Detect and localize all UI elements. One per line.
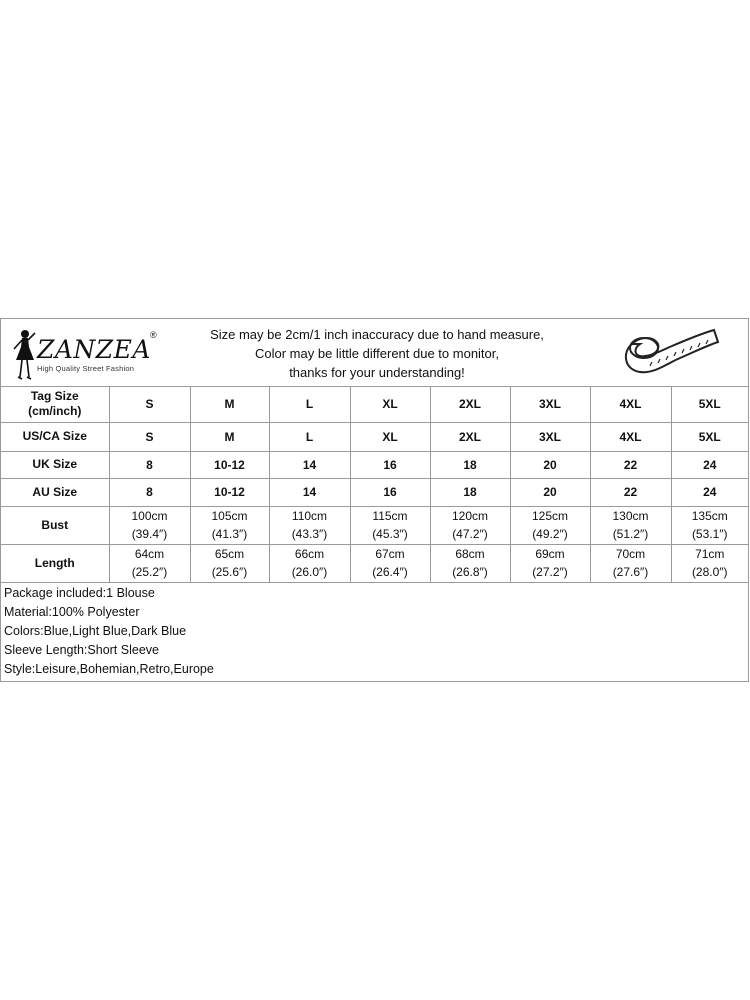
brand-name: ZANZEA (37, 335, 151, 364)
table-cell: 130cm (51.2″) (590, 506, 671, 544)
row-label-au-size: AU Size (1, 478, 109, 506)
table-row-tag-size (1, 387, 748, 422)
table-cell: 125cm (49.2″) (510, 506, 590, 544)
table-cell: 69cm (27.2″) (510, 544, 590, 582)
table-cell: 105cm (41.3″) (190, 506, 269, 544)
notice-line-1: Size may be 2cm/1 inch inaccuracy due to hand measure, (210, 327, 544, 342)
brand-logo (11, 327, 161, 383)
measurement-notice (191, 325, 563, 382)
table-cell: 5XL (671, 422, 748, 451)
table-cell: 64cm (25.2″) (109, 544, 190, 582)
table-cell: 5XL (671, 387, 748, 422)
row-label-length: Length (1, 544, 109, 582)
table-row-au-size (1, 478, 748, 506)
table-cell: 3XL (510, 387, 590, 422)
info-package: Package included:1 Blouse (4, 586, 155, 600)
table-cell: 22 (590, 478, 671, 506)
table-cell: 3XL (510, 422, 590, 451)
table-cell: 135cm (53.1″) (671, 506, 748, 544)
table-cell: 115cm (45.3″) (350, 506, 430, 544)
table-cell: M (190, 422, 269, 451)
table-cell: 16 (350, 478, 430, 506)
table-cell: 14 (269, 478, 350, 506)
table-cell: 10-12 (190, 478, 269, 506)
table-cell: 18 (430, 478, 510, 506)
table-cell: 68cm (26.8″) (430, 544, 510, 582)
notice-line-3: thanks for your understanding! (289, 365, 465, 380)
table-cell: 10-12 (190, 451, 269, 478)
info-style: Style:Leisure,Bohemian,Retro,Europe (4, 662, 214, 676)
brand-tagline: High Quality Street Fashion (37, 364, 135, 373)
table-cell: 8 (109, 451, 190, 478)
row-label-tag-size: Tag Size (cm/inch) (1, 387, 109, 422)
table-cell: 18 (430, 451, 510, 478)
size-table (1, 387, 748, 583)
table-cell: 2XL (430, 387, 510, 422)
table-cell: 66cm (26.0″) (269, 544, 350, 582)
table-cell: S (109, 422, 190, 451)
table-cell: XL (350, 387, 430, 422)
table-row-bust (1, 506, 748, 544)
table-cell: 24 (671, 451, 748, 478)
measuring-tape-icon (614, 322, 724, 384)
table-cell: 4XL (590, 422, 671, 451)
size-chart (0, 318, 749, 682)
table-row-us-ca-size (1, 422, 748, 451)
table-cell: 14 (269, 451, 350, 478)
table-cell: M (190, 387, 269, 422)
table-cell: 2XL (430, 422, 510, 451)
table-cell: 70cm (27.6″) (590, 544, 671, 582)
table-row-uk-size (1, 451, 748, 478)
table-cell: 20 (510, 478, 590, 506)
table-row-length (1, 544, 748, 582)
info-colors: Colors:Blue,Light Blue,Dark Blue (4, 624, 187, 638)
chart-header (1, 319, 748, 387)
notice-line-2: Color may be little different due to monitor, (255, 346, 499, 361)
table-cell: 67cm (26.4″) (350, 544, 430, 582)
product-info (1, 584, 748, 679)
table-cell: L (269, 387, 350, 422)
table-cell: S (109, 387, 190, 422)
row-label-bust: Bust (1, 506, 109, 544)
table-cell: 8 (109, 478, 190, 506)
table-cell: 16 (350, 451, 430, 478)
info-material: Material:100% Polyester (4, 605, 140, 619)
table-cell: 24 (671, 478, 748, 506)
table-cell: 120cm (47.2″) (430, 506, 510, 544)
table-cell: 110cm (43.3″) (269, 506, 350, 544)
table-cell: 20 (510, 451, 590, 478)
registered-mark: ® (150, 330, 157, 340)
table-cell: 65cm (25.6″) (190, 544, 269, 582)
info-sleeve-length: Sleeve Length:Short Sleeve (4, 643, 159, 657)
table-cell: 4XL (590, 387, 671, 422)
table-cell: 100cm (39.4″) (109, 506, 190, 544)
row-label-uk-size: UK Size (1, 451, 109, 478)
table-cell: 22 (590, 451, 671, 478)
table-cell: L (269, 422, 350, 451)
table-cell: 71cm (28.0″) (671, 544, 748, 582)
table-cell: XL (350, 422, 430, 451)
row-label-us-ca-size: US/CA Size (1, 422, 109, 451)
